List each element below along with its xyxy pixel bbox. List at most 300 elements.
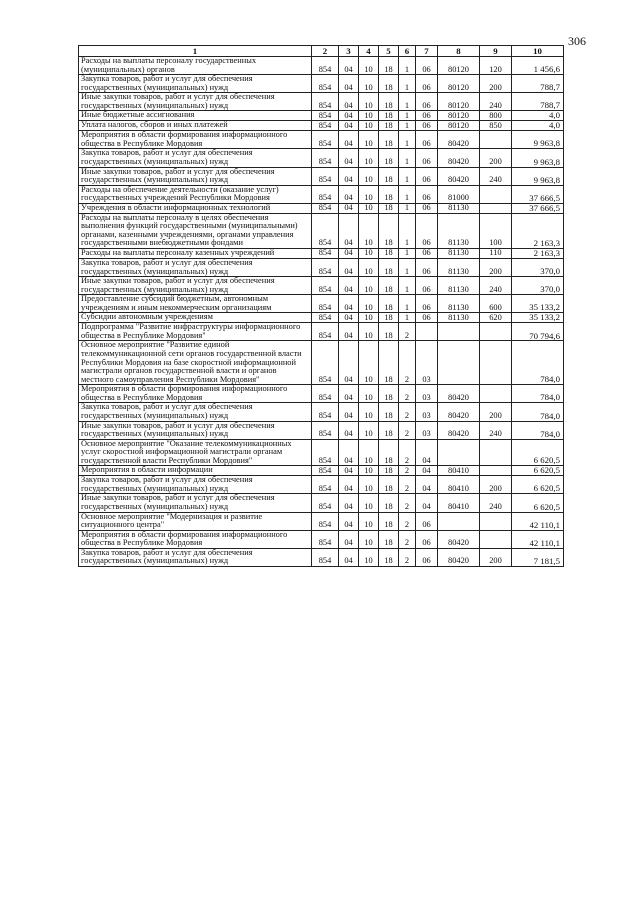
- column-header: 6: [399, 46, 416, 57]
- row-code-c6: 1: [399, 277, 416, 295]
- row-code-c2: 854: [312, 439, 339, 466]
- row-code-c6: 2: [399, 476, 416, 494]
- column-header: 1: [79, 46, 312, 57]
- row-amount: 6 620,5: [512, 439, 564, 466]
- row-code-c8: 80420: [438, 131, 480, 149]
- row-code-c6: 2: [399, 385, 416, 403]
- row-code-c3: 04: [339, 213, 359, 248]
- row-code-c7: 06: [416, 57, 438, 75]
- row-code-c9: 110: [480, 249, 512, 259]
- row-code-c6: 1: [399, 111, 416, 121]
- row-name: Закупка товаров, работ и услуг для обеспечения государственных (муниципальных) нужд: [79, 75, 312, 93]
- row-amount: 6 620,5: [512, 494, 564, 512]
- row-code-c8: 80410: [438, 466, 480, 476]
- row-code-c4: 10: [359, 403, 379, 421]
- row-name: Расходы на выплаты персоналу государственных (муниципальных) органов: [79, 57, 312, 75]
- row-code-c5: 18: [379, 203, 399, 213]
- row-code-c8: 80410: [438, 476, 480, 494]
- row-code-c8: 80120: [438, 57, 480, 75]
- row-code-c8: 80420: [438, 403, 480, 421]
- row-code-c4: 10: [359, 167, 379, 185]
- row-amount: 2 163,3: [512, 213, 564, 248]
- row-amount: 370,0: [512, 259, 564, 277]
- table-body: [79, 57, 564, 567]
- row-code-c5: 18: [379, 259, 399, 277]
- row-code-c8: 80120: [438, 75, 480, 93]
- row-code-c9: 100: [480, 213, 512, 248]
- row-name: Расходы на обеспечение деятельности (оказание услуг) государственных учреждений Республики Мордовия: [79, 185, 312, 203]
- row-code-c9: 600: [480, 295, 512, 313]
- table-row: [79, 259, 564, 277]
- row-code-c4: 10: [359, 249, 379, 259]
- row-code-c4: 10: [359, 213, 379, 248]
- row-code-c6: 1: [399, 57, 416, 75]
- row-code-c9: 200: [480, 149, 512, 167]
- table-row: [79, 121, 564, 131]
- row-code-c9: [480, 323, 512, 341]
- row-code-c6: 2: [399, 494, 416, 512]
- row-code-c4: 10: [359, 421, 379, 439]
- row-amount: 2 163,3: [512, 249, 564, 259]
- row-name: Иные закупки товаров, работ и услуг для обеспечения государственных (муниципальных) нужд: [79, 494, 312, 512]
- row-code-c2: 854: [312, 476, 339, 494]
- row-code-c4: 10: [359, 466, 379, 476]
- row-code-c7: 06: [416, 93, 438, 111]
- row-code-c2: 854: [312, 341, 339, 385]
- row-code-c4: 10: [359, 93, 379, 111]
- column-header: 2: [312, 46, 339, 57]
- row-amount: 6 620,5: [512, 476, 564, 494]
- row-code-c9: [480, 203, 512, 213]
- row-amount: 37 666,5: [512, 185, 564, 203]
- row-code-c8: 81130: [438, 259, 480, 277]
- row-amount: 70 794,6: [512, 323, 564, 341]
- row-code-c2: 854: [312, 167, 339, 185]
- table-row: [79, 530, 564, 548]
- row-amount: 784,0: [512, 341, 564, 385]
- row-code-c7: 03: [416, 385, 438, 403]
- row-code-c3: 04: [339, 75, 359, 93]
- row-code-c6: 1: [399, 131, 416, 149]
- row-code-c6: 2: [399, 323, 416, 341]
- row-code-c4: 10: [359, 385, 379, 403]
- row-amount: 784,0: [512, 403, 564, 421]
- row-code-c8: 81130: [438, 203, 480, 213]
- row-code-c5: 18: [379, 385, 399, 403]
- row-code-c7: 06: [416, 111, 438, 121]
- row-amount: 788,7: [512, 75, 564, 93]
- row-code-c4: 10: [359, 548, 379, 566]
- row-code-c7: 03: [416, 403, 438, 421]
- row-code-c6: 2: [399, 512, 416, 530]
- table-row: [79, 512, 564, 530]
- row-name: Субсидии автономным учреждениям: [79, 313, 312, 323]
- row-code-c9: [480, 185, 512, 203]
- table-row: [79, 213, 564, 248]
- row-code-c9: 850: [480, 121, 512, 131]
- row-code-c8: 80420: [438, 530, 480, 548]
- row-code-c8: 81130: [438, 249, 480, 259]
- column-header: 10: [512, 46, 564, 57]
- row-code-c6: 1: [399, 75, 416, 93]
- row-code-c8: 80420: [438, 149, 480, 167]
- row-code-c7: 06: [416, 259, 438, 277]
- row-code-c7: 06: [416, 530, 438, 548]
- row-code-c8: [438, 341, 480, 385]
- row-code-c2: 854: [312, 185, 339, 203]
- row-code-c7: 03: [416, 341, 438, 385]
- row-code-c5: 18: [379, 131, 399, 149]
- row-code-c9: 240: [480, 421, 512, 439]
- row-code-c9: 200: [480, 403, 512, 421]
- table-row: [79, 111, 564, 121]
- row-name: Закупка товаров, работ и услуг для обеспечения государственных (муниципальных) нужд: [79, 403, 312, 421]
- row-name: Иные закупки товаров, работ и услуг для обеспечения государственных (муниципальных) нужд: [79, 167, 312, 185]
- row-code-c3: 04: [339, 466, 359, 476]
- row-amount: 35 133,2: [512, 313, 564, 323]
- row-code-c2: 854: [312, 421, 339, 439]
- row-code-c6: 1: [399, 313, 416, 323]
- row-code-c2: 854: [312, 131, 339, 149]
- table-row: [79, 421, 564, 439]
- row-code-c9: 240: [480, 494, 512, 512]
- row-code-c7: [416, 323, 438, 341]
- row-code-c4: 10: [359, 111, 379, 121]
- row-code-c7: 03: [416, 421, 438, 439]
- row-code-c3: 04: [339, 512, 359, 530]
- row-code-c4: 10: [359, 75, 379, 93]
- row-code-c3: 04: [339, 167, 359, 185]
- column-header: 5: [379, 46, 399, 57]
- row-code-c8: [438, 323, 480, 341]
- row-code-c7: 06: [416, 548, 438, 566]
- row-code-c2: 854: [312, 323, 339, 341]
- row-code-c2: 854: [312, 57, 339, 75]
- row-code-c8: 81130: [438, 313, 480, 323]
- table-row: [79, 466, 564, 476]
- row-name: Иные закупки товаров, работ и услуг для обеспечения государственных (муниципальных) нужд: [79, 421, 312, 439]
- table-row: [79, 323, 564, 341]
- row-code-c5: 18: [379, 439, 399, 466]
- row-code-c4: 10: [359, 121, 379, 131]
- row-code-c2: 854: [312, 277, 339, 295]
- row-code-c7: 06: [416, 203, 438, 213]
- row-code-c9: [480, 530, 512, 548]
- row-code-c5: 18: [379, 494, 399, 512]
- row-code-c3: 04: [339, 121, 359, 131]
- row-amount: 7 181,5: [512, 548, 564, 566]
- row-code-c6: 2: [399, 403, 416, 421]
- row-code-c4: 10: [359, 313, 379, 323]
- row-code-c8: [438, 512, 480, 530]
- row-code-c4: 10: [359, 149, 379, 167]
- table-row: [79, 494, 564, 512]
- row-code-c3: 04: [339, 385, 359, 403]
- row-code-c8: 81000: [438, 185, 480, 203]
- row-code-c7: 06: [416, 149, 438, 167]
- row-code-c7: 06: [416, 131, 438, 149]
- row-code-c5: 18: [379, 93, 399, 111]
- row-code-c6: 1: [399, 167, 416, 185]
- row-code-c6: 2: [399, 421, 416, 439]
- row-code-c2: 854: [312, 403, 339, 421]
- row-code-c2: 854: [312, 203, 339, 213]
- row-name: Мероприятия в области формирования информационного общества в Республике Мордовия: [79, 385, 312, 403]
- row-code-c6: 1: [399, 149, 416, 167]
- row-code-c9: 240: [480, 277, 512, 295]
- row-code-c3: 04: [339, 476, 359, 494]
- row-code-c5: 18: [379, 466, 399, 476]
- row-code-c9: 800: [480, 111, 512, 121]
- table-row: [79, 75, 564, 93]
- row-name: Закупка товаров, работ и услуг для обеспечения государственных (муниципальных) нужд: [79, 548, 312, 566]
- row-code-c7: 06: [416, 213, 438, 248]
- row-code-c6: 1: [399, 185, 416, 203]
- row-amount: 370,0: [512, 277, 564, 295]
- row-code-c7: 06: [416, 313, 438, 323]
- row-code-c4: 10: [359, 476, 379, 494]
- row-code-c8: [438, 439, 480, 466]
- row-amount: 9 963,8: [512, 131, 564, 149]
- row-code-c5: 18: [379, 249, 399, 259]
- row-code-c5: 18: [379, 421, 399, 439]
- row-code-c9: 200: [480, 259, 512, 277]
- row-name: Основное мероприятие "Модернизация и развитие ситуационного центра": [79, 512, 312, 530]
- row-code-c6: 1: [399, 295, 416, 313]
- row-code-c2: 854: [312, 512, 339, 530]
- row-code-c3: 04: [339, 203, 359, 213]
- row-code-c4: 10: [359, 341, 379, 385]
- row-amount: 1 456,6: [512, 57, 564, 75]
- row-amount: 9 963,8: [512, 167, 564, 185]
- row-code-c5: 18: [379, 213, 399, 248]
- row-code-c3: 04: [339, 494, 359, 512]
- row-code-c8: 81130: [438, 213, 480, 248]
- column-header: 9: [480, 46, 512, 57]
- row-code-c2: 854: [312, 149, 339, 167]
- row-name: Уплата налогов, сборов и иных платежей: [79, 121, 312, 131]
- table-row: [79, 341, 564, 385]
- row-amount: 784,0: [512, 385, 564, 403]
- row-code-c2: 854: [312, 313, 339, 323]
- row-code-c9: [480, 131, 512, 149]
- row-amount: 6 620,5: [512, 466, 564, 476]
- row-name: Основное мероприятие "Оказание телекоммуникационных услуг скоростной информационной магистрали органам государственной власти Республики Мордовия": [79, 439, 312, 466]
- row-code-c9: [480, 466, 512, 476]
- row-code-c9: [480, 341, 512, 385]
- row-code-c3: 04: [339, 421, 359, 439]
- column-header: 4: [359, 46, 379, 57]
- row-code-c2: 854: [312, 466, 339, 476]
- row-code-c4: 10: [359, 512, 379, 530]
- row-code-c8: 80420: [438, 385, 480, 403]
- row-code-c2: 854: [312, 121, 339, 131]
- row-name: Расходы на выплаты персоналу в целях обеспечения выполнения функций государственными (муниципальными) органами, казенными учреждениями, органами управления государственными внебюджетными фондами: [79, 213, 312, 248]
- row-code-c2: 854: [312, 530, 339, 548]
- column-header: 3: [339, 46, 359, 57]
- row-code-c2: 854: [312, 249, 339, 259]
- row-code-c7: 04: [416, 494, 438, 512]
- row-code-c2: 854: [312, 494, 339, 512]
- row-code-c3: 04: [339, 341, 359, 385]
- column-header: 7: [416, 46, 438, 57]
- row-code-c3: 04: [339, 259, 359, 277]
- row-name: Предоставление субсидий бюджетным, автономным учреждениям и иным некоммерческим организациям: [79, 295, 312, 313]
- table-row: [79, 295, 564, 313]
- table-header-row: [79, 46, 564, 57]
- column-header: 8: [438, 46, 480, 57]
- row-amount: 35 133,2: [512, 295, 564, 313]
- row-name: Закупка товаров, работ и услуг для обеспечения государственных (муниципальных) нужд: [79, 259, 312, 277]
- row-code-c4: 10: [359, 259, 379, 277]
- row-code-c7: 06: [416, 277, 438, 295]
- row-code-c9: 240: [480, 167, 512, 185]
- row-code-c6: 2: [399, 341, 416, 385]
- row-code-c5: 18: [379, 75, 399, 93]
- table-row: [79, 93, 564, 111]
- row-code-c5: 18: [379, 323, 399, 341]
- table-row: [79, 57, 564, 75]
- row-code-c8: 80420: [438, 548, 480, 566]
- row-amount: 42 110,1: [512, 512, 564, 530]
- row-code-c5: 18: [379, 548, 399, 566]
- row-code-c3: 04: [339, 530, 359, 548]
- row-name: Подпрограмма "Развитие инфраструктуры информационного общества в Республике Мордовия": [79, 323, 312, 341]
- row-code-c5: 18: [379, 341, 399, 385]
- row-code-c4: 10: [359, 131, 379, 149]
- row-code-c5: 18: [379, 476, 399, 494]
- table-row: [79, 249, 564, 259]
- table-row: [79, 403, 564, 421]
- row-code-c7: 06: [416, 249, 438, 259]
- row-code-c2: 854: [312, 75, 339, 93]
- row-amount: 4,0: [512, 111, 564, 121]
- row-code-c4: 10: [359, 439, 379, 466]
- table-row: [79, 548, 564, 566]
- row-code-c5: 18: [379, 403, 399, 421]
- row-code-c3: 04: [339, 403, 359, 421]
- row-code-c6: 2: [399, 439, 416, 466]
- row-code-c5: 18: [379, 121, 399, 131]
- row-code-c2: 854: [312, 295, 339, 313]
- table-row: [79, 185, 564, 203]
- row-name: Иные закупки товаров, работ и услуг для обеспечения государственных (муниципальных) нужд: [79, 277, 312, 295]
- row-code-c7: 04: [416, 439, 438, 466]
- row-code-c6: 1: [399, 213, 416, 248]
- row-code-c9: [480, 439, 512, 466]
- row-name: Расходы на выплаты персоналу казенных учреждений: [79, 249, 312, 259]
- row-code-c8: 80420: [438, 167, 480, 185]
- row-code-c8: 81130: [438, 277, 480, 295]
- table-row: [79, 476, 564, 494]
- table-row: [79, 149, 564, 167]
- row-code-c9: 200: [480, 75, 512, 93]
- row-code-c3: 04: [339, 185, 359, 203]
- row-code-c6: 2: [399, 466, 416, 476]
- row-code-c9: 620: [480, 313, 512, 323]
- row-code-c8: 80410: [438, 494, 480, 512]
- row-code-c5: 18: [379, 111, 399, 121]
- row-code-c4: 10: [359, 295, 379, 313]
- row-code-c6: 1: [399, 121, 416, 131]
- row-amount: 42 110,1: [512, 530, 564, 548]
- row-amount: 9 963,8: [512, 149, 564, 167]
- row-code-c3: 04: [339, 93, 359, 111]
- row-code-c6: 2: [399, 530, 416, 548]
- row-code-c4: 10: [359, 57, 379, 75]
- row-code-c6: 1: [399, 203, 416, 213]
- row-code-c7: 06: [416, 512, 438, 530]
- row-name: Иные бюджетные ассигнования: [79, 111, 312, 121]
- row-code-c8: 80120: [438, 121, 480, 131]
- row-code-c3: 04: [339, 548, 359, 566]
- row-code-c3: 04: [339, 439, 359, 466]
- table-row: [79, 131, 564, 149]
- row-code-c5: 18: [379, 149, 399, 167]
- page-number: 306: [568, 34, 586, 48]
- row-code-c2: 854: [312, 259, 339, 277]
- row-code-c2: 854: [312, 111, 339, 121]
- row-code-c2: 854: [312, 385, 339, 403]
- row-code-c8: 80120: [438, 93, 480, 111]
- row-code-c6: 2: [399, 548, 416, 566]
- row-code-c7: 04: [416, 466, 438, 476]
- row-code-c9: 120: [480, 57, 512, 75]
- row-code-c9: 240: [480, 93, 512, 111]
- row-code-c9: [480, 385, 512, 403]
- row-code-c7: 06: [416, 185, 438, 203]
- row-code-c7: 04: [416, 476, 438, 494]
- row-code-c2: 854: [312, 213, 339, 248]
- row-code-c4: 10: [359, 530, 379, 548]
- row-amount: 4,0: [512, 121, 564, 131]
- table-row: [79, 203, 564, 213]
- row-name: Мероприятия в области формирования информационного общества в Республике Мордовия: [79, 530, 312, 548]
- row-code-c9: 200: [480, 476, 512, 494]
- row-code-c4: 10: [359, 277, 379, 295]
- row-code-c5: 18: [379, 313, 399, 323]
- row-name: Мероприятия в области формирования информационного общества в Республике Мордовия: [79, 131, 312, 149]
- row-code-c3: 04: [339, 313, 359, 323]
- row-name: Иные закупки товаров, работ и услуг для обеспечения государственных (муниципальных) нужд: [79, 93, 312, 111]
- row-name: Учреждения в области информационных технологий: [79, 203, 312, 213]
- row-code-c5: 18: [379, 277, 399, 295]
- row-code-c4: 10: [359, 203, 379, 213]
- row-name: Основное мероприятие "Развитие единой телекоммуникационной сети органов государственной власти Республики Мордовия на базе скоростной информационной магистрали органов государственной власти и органов местного самоуправления Республики Мордовия": [79, 341, 312, 385]
- row-code-c3: 04: [339, 249, 359, 259]
- row-code-c7: 06: [416, 295, 438, 313]
- row-code-c7: 06: [416, 121, 438, 131]
- row-amount: 784,0: [512, 421, 564, 439]
- row-code-c3: 04: [339, 131, 359, 149]
- row-code-c4: 10: [359, 494, 379, 512]
- budget-table: [78, 45, 564, 567]
- row-code-c3: 04: [339, 111, 359, 121]
- row-code-c6: 1: [399, 93, 416, 111]
- row-code-c7: 06: [416, 167, 438, 185]
- row-code-c5: 18: [379, 530, 399, 548]
- row-name: Мероприятия в области информации: [79, 466, 312, 476]
- table-row: [79, 313, 564, 323]
- row-code-c3: 04: [339, 295, 359, 313]
- row-code-c2: 854: [312, 548, 339, 566]
- row-code-c9: 200: [480, 548, 512, 566]
- table-row: [79, 439, 564, 466]
- row-name: Закупка товаров, работ и услуг для обеспечения государственных (муниципальных) нужд: [79, 149, 312, 167]
- row-code-c4: 10: [359, 323, 379, 341]
- row-code-c3: 04: [339, 149, 359, 167]
- row-name: Закупка товаров, работ и услуг для обеспечения государственных (муниципальных) нужд: [79, 476, 312, 494]
